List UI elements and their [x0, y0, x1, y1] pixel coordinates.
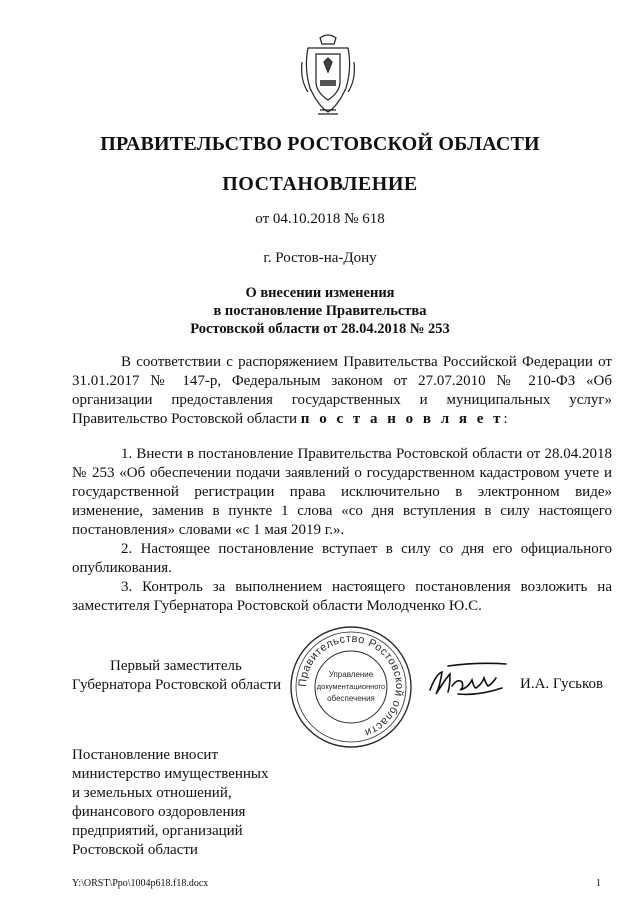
handwritten-signature-icon — [418, 656, 518, 706]
footer-file-path: Y:\ORST\Ppo\1004p618.f18.docx — [72, 878, 209, 889]
submitter-line: Постановление вносит — [72, 747, 219, 763]
submitter-line: Ростовской области — [72, 842, 198, 858]
seal-outer-text: Правительство Ростовской области — [296, 632, 406, 739]
decree-item-3: 3. Контроль за выполнением настоящего постановления возложить на заместителя Губернатора Ростовской области Молодченко Ю.С. — [72, 579, 612, 614]
signer-name: И.А. Гуськов — [520, 676, 604, 692]
submitter-line: министерство имущественных — [72, 766, 269, 782]
coat-of-arms-icon — [298, 32, 358, 118]
decree-word: п о с т а н о в л я е т — [300, 411, 504, 427]
preamble-colon: : — [503, 411, 508, 427]
submitter-block — [72, 746, 269, 860]
document-subject — [0, 284, 640, 338]
document-type: ПОСТАНОВЛЕНИЕ — [222, 173, 418, 195]
subject-line-3: Ростовской области от 28.04.2018 № 253 — [190, 321, 450, 337]
signer-position-line-2: Губернатора Ростовской области — [72, 677, 282, 693]
official-seal-icon — [286, 622, 416, 752]
decree-items — [72, 445, 612, 616]
signer-position — [72, 657, 281, 695]
decree-item-2: 2. Настоящее постановление вступает в силу со дня его официального опубликования. — [72, 541, 612, 576]
subject-line-2: в постановление Правительства — [213, 303, 427, 319]
submitter-line: финансового оздоровления — [72, 804, 246, 820]
signer-position-line-1: Первый заместитель — [110, 658, 242, 674]
date-number: от 04.10.2018 № 618 — [255, 211, 385, 227]
city: г. Ростов-на-Дону — [263, 250, 377, 266]
submitter-line: предприятий, организаций — [72, 823, 243, 839]
footer-page-number: 1 — [596, 878, 601, 889]
subject-line-1: О внесении изменения — [245, 285, 395, 301]
organization-title: ПРАВИТЕЛЬСТВО РОСТОВСКОЙ ОБЛАСТИ — [100, 133, 540, 155]
preamble — [72, 353, 612, 429]
seal-inner-line-3: обеспечения — [327, 694, 375, 703]
preamble-text: В соответствии с распоряжением Правительства Российской Федерации от 31.01.2017 № 147-р, Федеральным законом от 27.07.2010 № 210-ФЗ «Об организации предоставления государственных и муниципальных услуг» Правительство Ростовской области — [72, 354, 612, 427]
submitter-line: и земельных отношений, — [72, 785, 232, 801]
decree-item-1: 1. Внести в постановление Правительства Ростовской области от 28.04.2018 № 253 «Об обеспечении подачи заявлений о государственном кадастровом учете и государственной регистрации права исключительно в электронном виде» изменение, заменив в пункте 1 слова «со дня вступления в силу настоящего постановления» словами «с 1 мая 2019 г.». — [72, 446, 612, 538]
seal-inner-line-2: документационного — [316, 682, 386, 691]
seal-inner-line-1: Управление — [328, 670, 374, 679]
